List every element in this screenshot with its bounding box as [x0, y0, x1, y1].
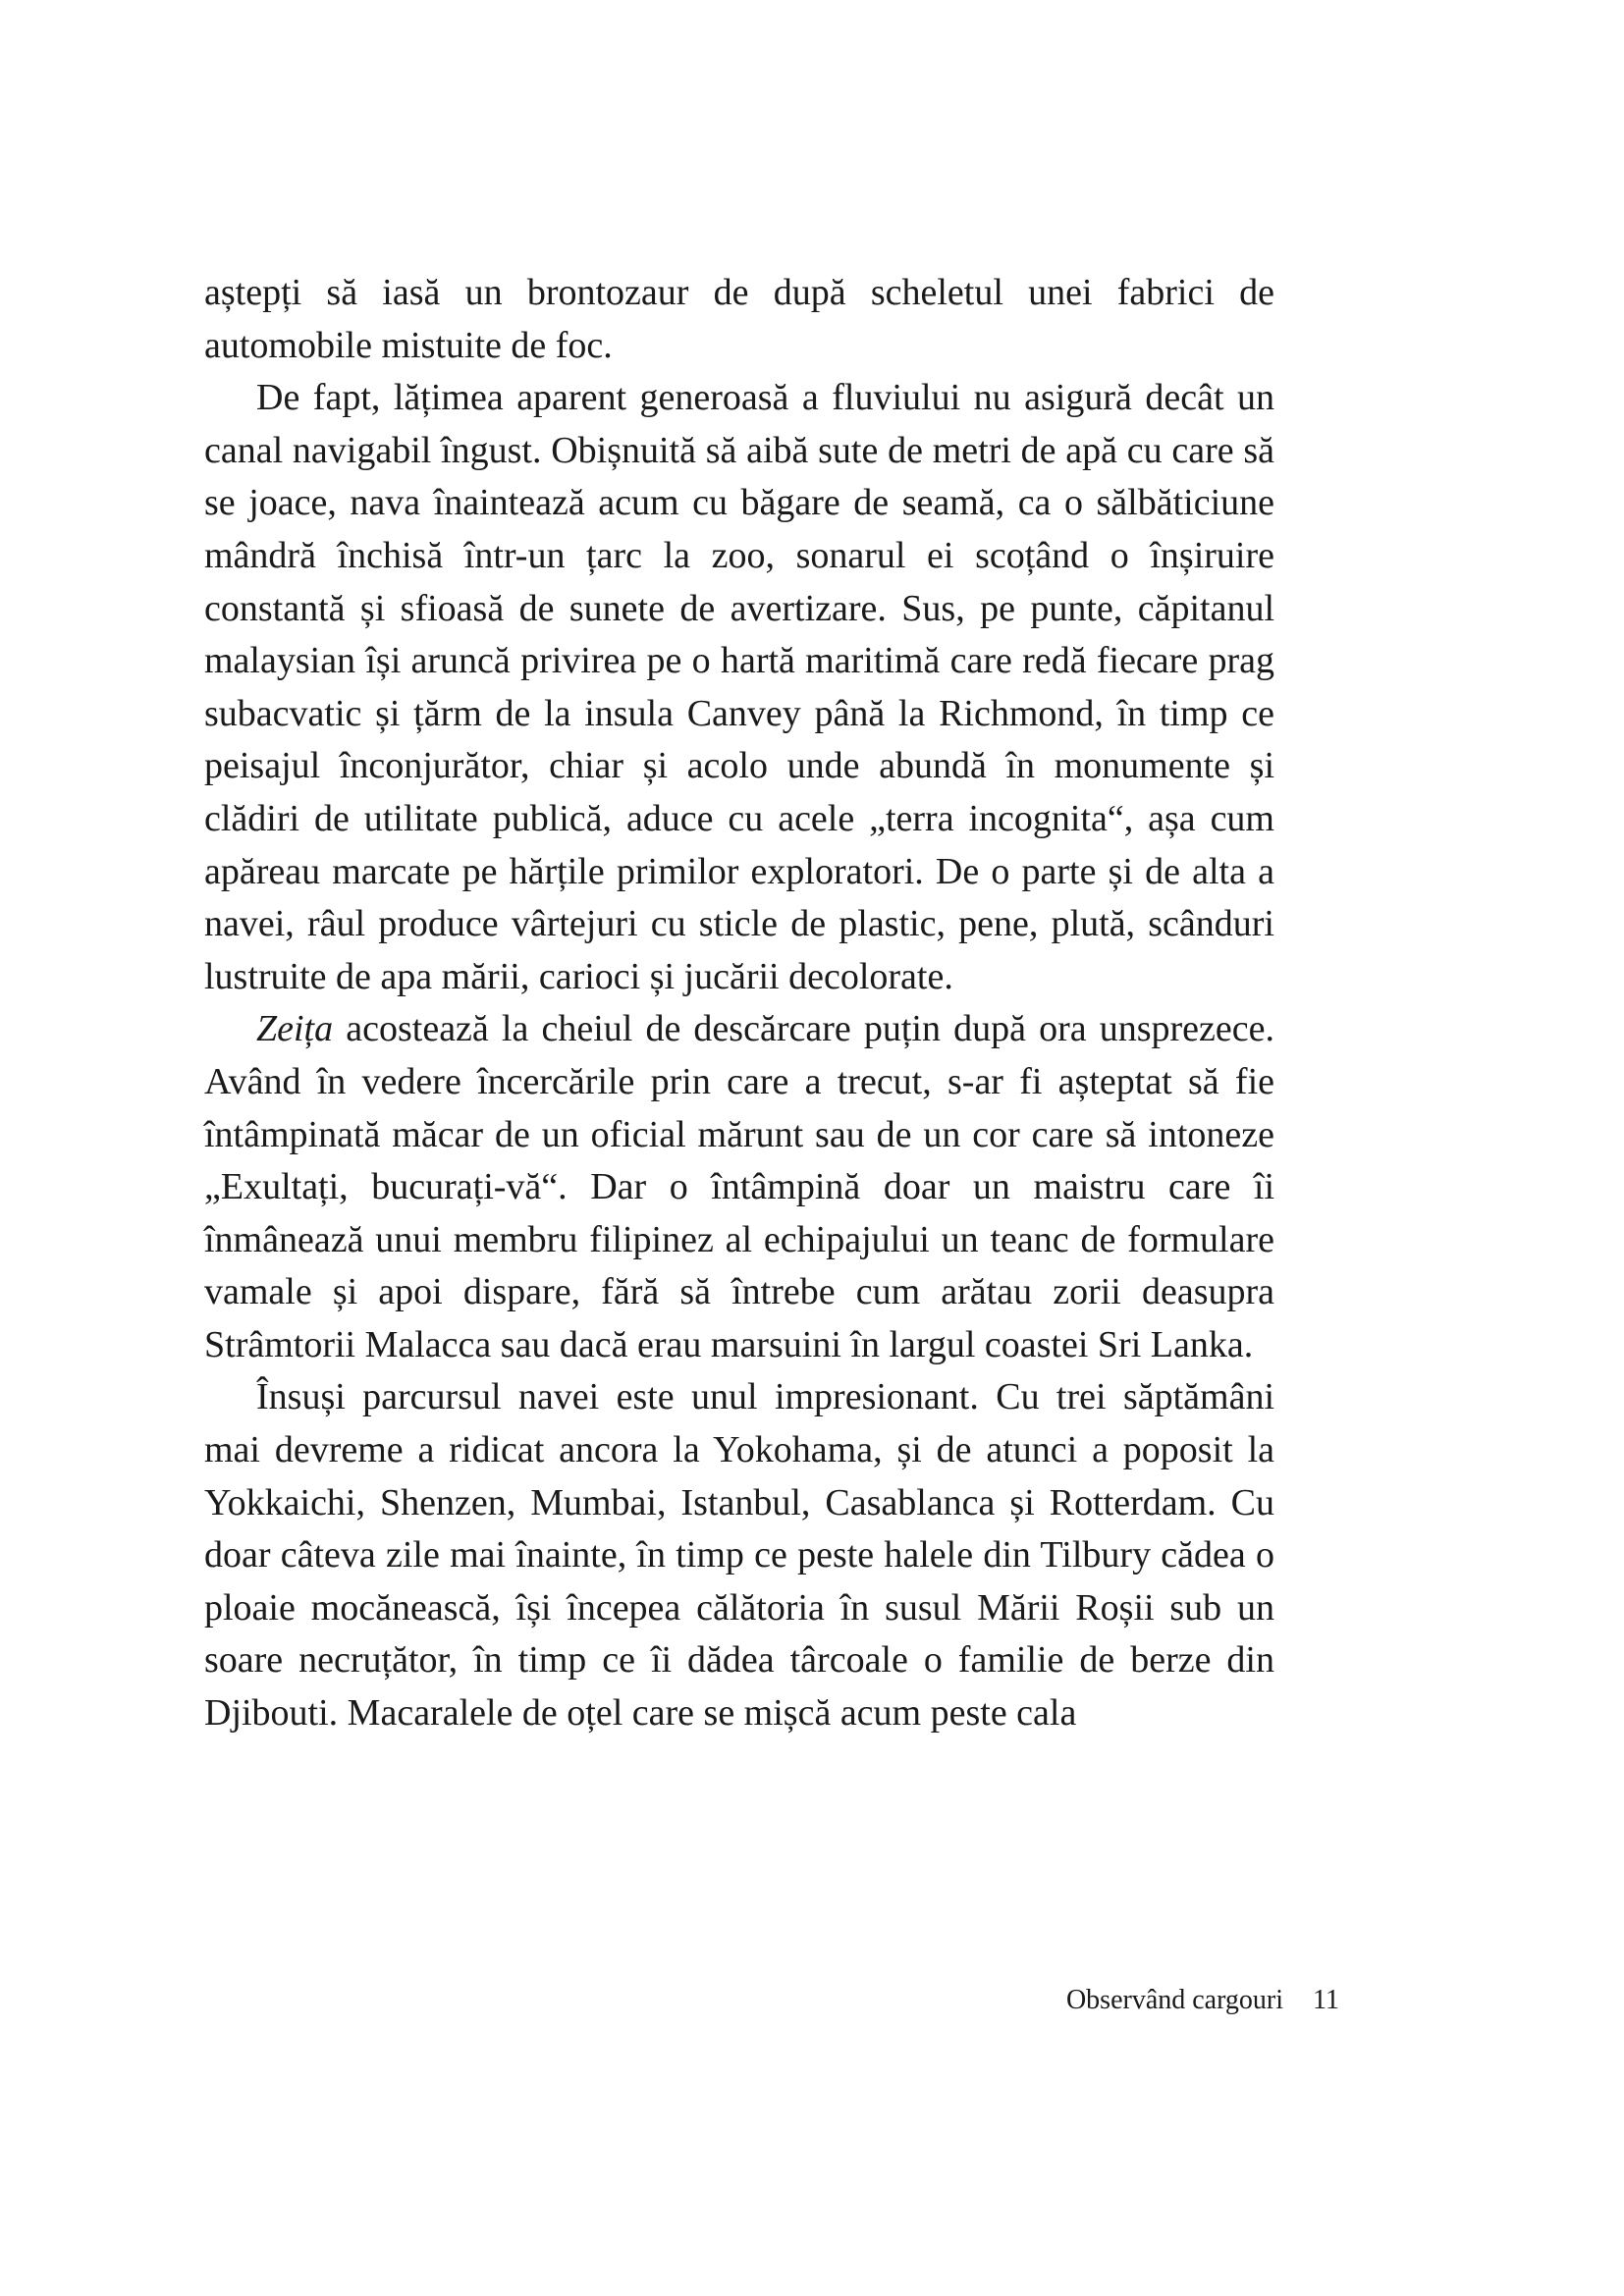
body-text — [204, 267, 1274, 1740]
paragraph-4 — [204, 1371, 1274, 1739]
paragraph-2 — [204, 372, 1274, 1003]
paragraph-4-text: Însuși parcursul navei este unul impresionant. Cu trei săptămâni mai devreme a ridicat ancora la Yokohama, și de atunci a poposit la Yokkaichi, Shenzen, Mumbai, Istanbul, Casablanca și Rotterdam. Cu doar câteva zile mai înainte, în timp ce peste halele din Tilbury cădea o ploaie mocănească, își începea călătoria în susul Mării Roșii sub un soare necruțător, în timp ce îi dădea târcoale o familie de berze din Djibouti. Macaralele de oțel care se mișcă acum peste cala — [204, 1376, 1274, 1735]
paragraph-2-text: De fapt, lățimea aparent generoasă a fluviului nu asigură decât un canal navigabil îngust. Obișnuită să aibă sute de metri de apă cu care să se joace, nava înaintează acum cu băgare de seamă, ca o sălbăticiune mândră închisă într-un țarc la zoo, sonarul ei scoțând o înșiruire constantă și sfioasă de sunete de avertizare. Sus, pe punte, căpitanul malaysian își aruncă privirea pe o hartă maritimă care redă fiecare prag subacvatic și țărm de la insula Canvey până la Richmond, în timp ce peisajul înconjurător, chiar și acolo unde abundă în monumente și clădiri de utilitate publică, aduce cu acele „terra incognita“, așa cum apăreau marcate pe hărțile primilor exploratori. De o parte și de alta a navei, râul produce vârtejuri cu sticle de plastic, pene, plută, scânduri lustruite de apa mării, carioci și jucării decolorate. — [204, 377, 1274, 997]
ship-name-italic: Zeița — [256, 1008, 334, 1050]
paragraph-3-text: acostează la cheiul de descărcare puțin după ora unsprezece. Având în vedere încercările prin care a trecut, s-ar fi așteptat să fie întâmpinată măcar de un oficial mărunt sau de un cor care să intoneze „Exultați, bucurați-vă“. Dar o întâmpină doar un maistru care îi înmânează unui membru filipinez al echipajului un teanc de formulare vamale și apoi dispare, fără să întrebe cum arătau zorii deasupra Strâmtorii Malacca sau dacă erau marsuini în largul coastei Sri Lanka. — [204, 1008, 1274, 1365]
paragraph-1 — [204, 267, 1274, 372]
running-title: Observând cargouri — [1065, 1985, 1284, 2015]
paragraph-1-text: aștepți să iasă un brontozaur de după scheletul unei fabrici de automobile mistuite de foc. — [204, 272, 1274, 366]
page-footer — [1066, 1981, 1339, 2020]
page-number: 11 — [1313, 1985, 1339, 2015]
paragraph-3 — [204, 1003, 1274, 1371]
